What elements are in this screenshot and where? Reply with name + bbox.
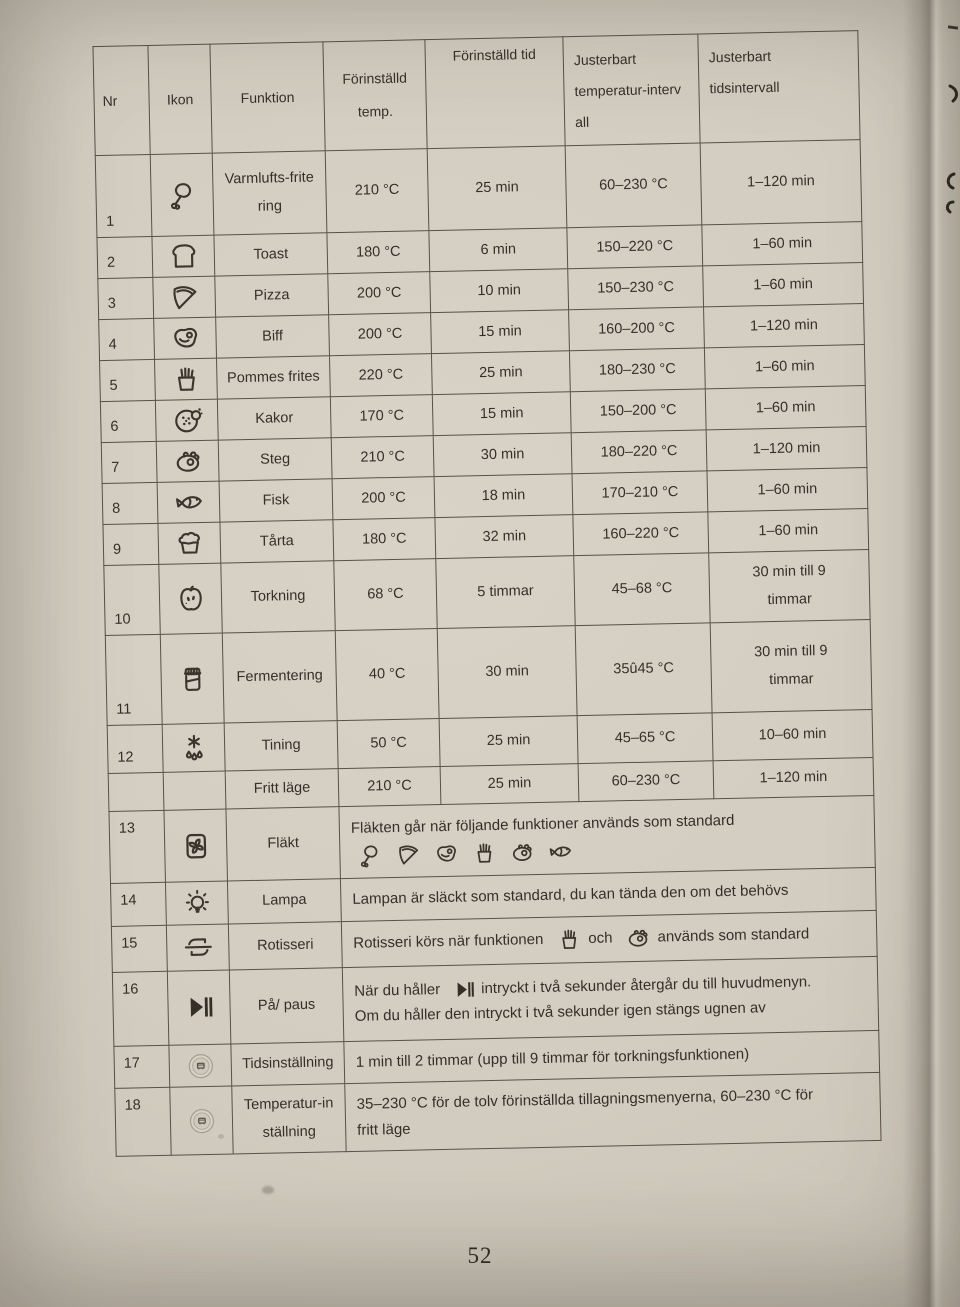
defrost-icon xyxy=(176,731,211,766)
funktion-cell: På/ paus xyxy=(229,968,344,1044)
temp-range-cell: 160–220 °C xyxy=(573,512,709,556)
nr-cell: 1 xyxy=(95,155,152,238)
column-header: Justerbart temperatur-interv all xyxy=(563,34,700,146)
column-header: Förinställd temp. xyxy=(323,40,427,152)
nr-cell: 13 xyxy=(109,811,165,884)
icon-cell xyxy=(160,633,224,724)
temp-range-cell: 180–230 °C xyxy=(569,348,705,392)
paper-smudge xyxy=(262,1186,274,1194)
jar-icon xyxy=(175,662,210,697)
knob-icon xyxy=(186,1106,217,1137)
time-range-cell: 1–60 min xyxy=(703,263,864,307)
description-text: Om du håller den intryckt i två sekunder igen stängs ugnen av xyxy=(354,999,766,1026)
temp-range-cell: 60–230 °C xyxy=(578,761,714,802)
icon-cell xyxy=(155,400,218,442)
drumstick-icon xyxy=(356,841,385,870)
nr-cell: 8 xyxy=(102,483,158,525)
description-cell xyxy=(342,956,878,1041)
description-text: Lampan är släckt som standard, du kan tända den om det behövs xyxy=(352,882,789,909)
preset-temp-cell: 200 °C xyxy=(332,477,435,520)
preset-time-cell: 25 min xyxy=(440,764,579,805)
preset-temp-cell: 180 °C xyxy=(327,231,430,274)
icon-cell xyxy=(150,154,214,237)
time-range-cell: 1–60 min xyxy=(704,345,865,389)
temp-range-cell: 60–230 °C xyxy=(565,143,702,228)
fries-icon xyxy=(555,925,584,954)
fan-icon xyxy=(177,828,214,865)
steak-icon xyxy=(168,321,203,356)
preset-time-cell: 5 timmar xyxy=(436,556,575,629)
preset-time-cell: 10 min xyxy=(430,269,569,313)
funktion-cell: Biff xyxy=(216,315,330,358)
time-range-cell: 1–60 min xyxy=(707,468,868,512)
description-text: 1 min till 2 timmar (upp till 9 timmar för torkningsfunktionen) xyxy=(355,1045,750,1071)
playpause-icon xyxy=(452,977,476,1001)
icon-cell xyxy=(167,970,231,1045)
preset-time-cell: 25 min xyxy=(427,146,567,231)
time-range-cell: 10–60 min xyxy=(712,710,873,761)
preset-temp-cell: 210 °C xyxy=(325,149,429,233)
icon-cell xyxy=(165,881,228,925)
funktion-cell: Fläkt xyxy=(226,807,340,881)
description-text: När du håller xyxy=(354,980,441,1000)
column-header: Funktion xyxy=(210,42,325,154)
preset-time-cell: 30 min xyxy=(437,626,577,719)
description-text: Rotisseri körs när funktionen xyxy=(353,931,544,953)
icon-cell xyxy=(157,481,220,523)
preset-time-cell: 30 min xyxy=(433,433,572,477)
bulb-icon xyxy=(181,887,214,920)
time-range-cell: 1–60 min xyxy=(702,222,863,266)
column-header: Justerbart tidsintervall xyxy=(698,31,860,144)
fries-icon xyxy=(470,838,499,867)
nr-cell: 2 xyxy=(97,237,153,279)
oven-functions-table xyxy=(92,30,881,1157)
steak-icon xyxy=(432,839,461,868)
header-row xyxy=(93,31,860,156)
temp-range-cell: 170–210 °C xyxy=(572,471,708,515)
description-cell xyxy=(345,1073,881,1152)
funktion-cell: Pommes frites xyxy=(217,356,331,399)
preset-temp-cell: 50 °C xyxy=(337,719,440,769)
nr-cell: 14 xyxy=(110,883,166,927)
preset-time-cell: 25 min xyxy=(431,351,570,395)
time-range-cell: 30 min till 9 timmar xyxy=(710,620,872,713)
nr-cell: 11 xyxy=(105,635,162,726)
funktion-cell: Varmlufts-frite ring xyxy=(212,151,327,235)
time-range-cell: 1–60 min xyxy=(705,386,866,430)
rotisserie-icon xyxy=(180,930,215,965)
funktion-cell: Tårta xyxy=(220,520,334,563)
funktion-cell: Fisk xyxy=(219,479,333,522)
icon-cell xyxy=(154,318,217,360)
knob-icon xyxy=(185,1050,216,1081)
nr-cell: 16 xyxy=(112,971,169,1046)
temp-range-cell: 35û45 °C xyxy=(575,623,712,716)
preset-temp-cell: 220 °C xyxy=(329,354,432,397)
column-header: Ikon xyxy=(148,44,212,155)
temp-range-cell: 160–200 °C xyxy=(569,307,705,351)
preset-time-cell: 15 min xyxy=(431,310,570,354)
description-text: intryckt i två sekunder återgår du till huvudmenyn. xyxy=(480,973,812,998)
description-text: 35–230 °C för de tolv förinställda tillagningsmenyerna, 60–230 °C för fritt läge xyxy=(356,1086,814,1139)
temp-range-cell: 45–68 °C xyxy=(574,553,710,626)
function-row xyxy=(105,620,872,726)
nr-cell: 15 xyxy=(111,925,167,972)
preset-temp-cell: 180 °C xyxy=(333,518,436,561)
icon-cell xyxy=(164,809,227,882)
temp-range-cell: 45–65 °C xyxy=(577,713,713,764)
preset-time-cell: 18 min xyxy=(434,474,573,518)
description-text: och xyxy=(588,929,613,948)
icon-cell xyxy=(163,771,226,810)
icon-cell xyxy=(166,924,229,971)
roast-icon xyxy=(624,924,653,953)
funktion-cell: Lampa xyxy=(227,879,341,924)
nr-cell xyxy=(108,773,164,812)
preset-temp-cell: 210 °C xyxy=(331,436,434,479)
playpause-icon xyxy=(183,991,216,1024)
cookie-icon xyxy=(169,403,204,438)
page-number: 52 xyxy=(467,1243,493,1268)
nr-cell: 3 xyxy=(98,278,154,320)
roast-icon xyxy=(170,444,205,479)
temp-range-cell: 150–230 °C xyxy=(568,266,704,310)
icon-cell xyxy=(152,236,215,278)
temp-range-cell: 150–220 °C xyxy=(567,225,703,269)
table-header xyxy=(93,31,860,156)
funktion-cell: Tining xyxy=(224,721,338,771)
nr-cell: 6 xyxy=(100,401,156,443)
functions-table-wrap xyxy=(92,30,882,1157)
column-header: Nr xyxy=(93,45,150,156)
time-range-cell: 1–60 min xyxy=(708,509,869,553)
table-body xyxy=(95,140,881,1157)
preset-temp-cell: 170 °C xyxy=(330,395,433,438)
icon-cell xyxy=(169,1044,232,1088)
temp-range-cell: 180–220 °C xyxy=(571,430,707,474)
drumstick-icon xyxy=(165,178,200,213)
description-text: används som standard xyxy=(657,925,810,946)
time-range-cell: 1–120 min xyxy=(700,140,862,225)
funktion-cell: Steg xyxy=(218,438,332,481)
time-range-cell: 30 min till 9 timmar xyxy=(709,550,870,623)
adjacent-page-text-fragment xyxy=(936,78,960,248)
pizza-icon xyxy=(394,840,423,869)
icon-cell xyxy=(155,359,218,401)
time-range-cell: 1–120 min xyxy=(706,427,867,471)
nr-cell: 4 xyxy=(99,319,155,361)
nr-cell: 5 xyxy=(100,360,156,402)
icon-cell xyxy=(156,440,219,482)
funktion-cell: Tidsinställning xyxy=(231,1041,345,1086)
nr-cell: 18 xyxy=(115,1088,171,1157)
nr-cell: 10 xyxy=(104,565,160,636)
fish-icon xyxy=(171,485,206,520)
funktion-cell: Rotisseri xyxy=(228,922,342,970)
description-text: Fläkten går när följande funktioner används som standard xyxy=(350,812,735,838)
funktion-cell: Torkning xyxy=(221,561,335,633)
icon-cell xyxy=(153,277,216,319)
roast-icon xyxy=(508,838,537,867)
temp-range-cell: 150–200 °C xyxy=(570,389,706,433)
preset-time-cell: 6 min xyxy=(429,228,568,272)
preset-temp-cell: 68 °C xyxy=(334,559,437,631)
book-page-edge xyxy=(903,0,960,1307)
paper-smudge xyxy=(218,1134,224,1139)
cupcake-icon xyxy=(172,526,207,561)
funktion-cell: Kakor xyxy=(217,397,331,440)
icon-cell xyxy=(162,723,225,772)
toast-icon xyxy=(166,239,201,274)
fries-icon xyxy=(169,362,204,397)
time-range-cell: 1–120 min xyxy=(704,304,865,348)
icon-cell xyxy=(159,563,222,634)
funktion-cell: Pizza xyxy=(215,274,329,317)
preset-time-cell: 32 min xyxy=(435,515,574,559)
fish-icon xyxy=(546,837,575,866)
time-range-cell: 1–120 min xyxy=(713,758,874,799)
funktion-cell: Fermentering xyxy=(222,631,337,723)
description-cell xyxy=(339,796,875,879)
icon-cell xyxy=(170,1086,233,1155)
preset-time-cell: 25 min xyxy=(439,716,578,767)
apple-icon xyxy=(173,582,208,617)
preset-temp-cell: 200 °C xyxy=(328,272,431,315)
nr-cell: 17 xyxy=(114,1045,170,1089)
function-row xyxy=(95,140,862,238)
funktion-cell: Toast xyxy=(214,233,328,276)
funktion-cell: Temperatur-in ställning xyxy=(232,1084,346,1154)
preset-temp-cell: 210 °C xyxy=(338,767,441,807)
preset-temp-cell: 40 °C xyxy=(335,629,439,721)
preset-temp-cell: 200 °C xyxy=(329,313,432,356)
nr-cell: 9 xyxy=(103,524,159,566)
column-header: Förinställd tid xyxy=(425,37,565,149)
icon-cell xyxy=(158,522,221,564)
pizza-icon xyxy=(167,280,202,315)
funktion-cell: Fritt läge xyxy=(225,769,339,809)
nr-cell: 7 xyxy=(101,442,157,484)
nr-cell: 12 xyxy=(107,725,163,774)
preset-time-cell: 15 min xyxy=(432,392,571,436)
